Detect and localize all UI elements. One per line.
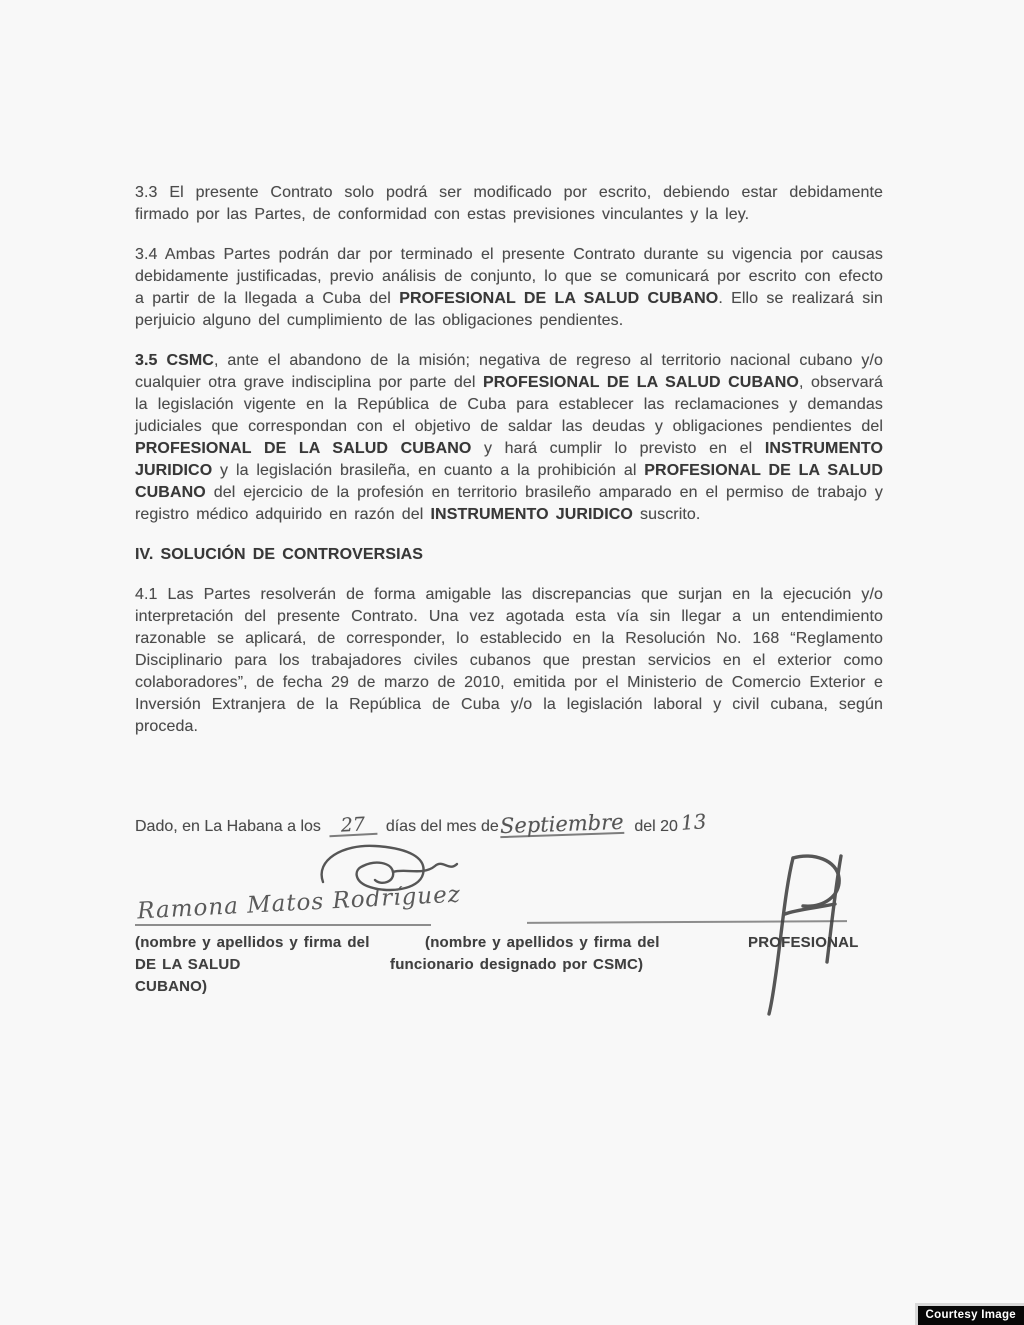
- bold-clause-3-5-csmc: 3.5 CSMC: [135, 352, 214, 369]
- paragraph-3-4-text-cont: . Ello se realizará sin perjuicio alguno del cumplimiento de las obligaciones pendientes.: [135, 290, 883, 329]
- paragraph-4-1-text: 4.1 Las Partes resolverán de forma amigable las discrepancias que surjan en la ejecución y/o interpretación del presente Contrato. Una vez agotada esta vía sin llegar a un entendimiento razonable se aplicará, de corresponder, lo establecido en la Resolución No. 168 “Reglamento Disciplinario para los trabajadores civiles cubanos que prestan servicios en el exterior como colaboradores”, de fecha 29 de marzo de 2010, emitida por el Ministerio de Comercio Exterior e Inversión Extranjera de la República de Cuba y/o la legislación laboral y civil cubana, según proceda.: [135, 586, 883, 735]
- paragraph-3-4-text: 3.4 Ambas Partes podrán dar por terminado el presente Contrato durante su vigencia por causas debidamente justificadas, previo análisis de conjunto, lo que se comunicará por escrito con efecto a partir de la llegada a Cuba del: [135, 246, 883, 307]
- paragraph-3-5-text: del ejercicio de la profesión en territorio brasileño amparado en el permiso de trabajo y registro médico adquirido en razón del: [135, 484, 883, 523]
- caption-left-line3: CUBANO): [135, 978, 208, 995]
- paragraph-3-3-text: 3.3 El presente Contrato solo podrá ser modificado por escrito, debiendo estar debidamente firmado por las Partes, de conformidad con estas previsiones vinculantes y la ley.: [135, 184, 883, 223]
- section-heading-iv-text: IV. SOLUCIÓN DE CONTROVERSIAS: [135, 546, 424, 563]
- signature-block: [135, 850, 895, 1020]
- signature-left-flourish-icon: [305, 842, 465, 912]
- caption-middle-line2: funcionario designado por CSMC): [390, 956, 644, 973]
- date-line-lead: Dado, en La Habana a los: [135, 818, 321, 835]
- handwritten-year: 13: [680, 809, 708, 835]
- bold-profesional-salud-cubano: PROFESIONAL DE LA SALUD CUBANO: [135, 462, 883, 501]
- paragraph-3-3: [135, 182, 883, 226]
- caption-left-line1: (nombre y apellidos y firma del: [135, 934, 370, 951]
- bold-profesional-salud-cubano: PROFESIONAL DE LA SALUD CUBANO: [135, 440, 472, 457]
- signature-left-handwritten-name: Ramona Matos Rodríguez: [136, 881, 462, 925]
- bold-profesional-salud-cubano: PROFESIONAL DE LA SALUD CUBANO: [483, 374, 799, 391]
- handwritten-month: Septiembre: [499, 809, 625, 839]
- courtesy-image-badge: Courtesy Image: [915, 1303, 1024, 1325]
- caption-left-line2: DE LA SALUD: [135, 956, 241, 973]
- paragraph-3-5-text: , ante el abandono de la misión; negativa de regreso al territorio nacional cubano y/o cualquier otra grave indisciplina por parte del: [135, 352, 883, 391]
- caption-profesional: PROFESIONAL: [748, 934, 859, 951]
- bold-profesional-salud-cubano: PROFESIONAL DE LA SALUD CUBANO: [399, 290, 719, 307]
- paragraph-4-1: [135, 584, 883, 738]
- signature-line-left: [135, 924, 431, 926]
- paragraph-3-4: [135, 244, 883, 332]
- section-heading-iv: [135, 544, 883, 566]
- paragraph-3-5-text: y hará cumplir lo previsto en el: [471, 440, 765, 457]
- caption-middle-line1: (nombre y apellidos y firma del: [425, 934, 660, 951]
- paragraph-3-5: [135, 350, 883, 526]
- handwritten-day: 27: [329, 815, 378, 837]
- contract-body: [135, 182, 883, 756]
- paragraph-3-5-text: y la legislación brasileña, en cuanto a la prohibición al: [212, 462, 645, 479]
- date-line-tail: del 20: [634, 818, 678, 835]
- date-line-mid: días del mes de: [385, 818, 499, 835]
- paragraph-3-5-text: suscrito.: [632, 506, 701, 523]
- bold-instrumento-juridico: INSTRUMENTO JURIDICO: [430, 506, 633, 523]
- paragraph-3-5-text: , observará la legislación vigente en la República de Cuba para establecer las reclamaciones y demandas judiciales que correspondan con el objetivo de saldar las deudas y obligaciones pendientes del: [135, 374, 884, 435]
- date-line: [135, 809, 895, 839]
- bold-instrumento-juridico: INSTRUMENTO JURIDICO: [135, 440, 883, 479]
